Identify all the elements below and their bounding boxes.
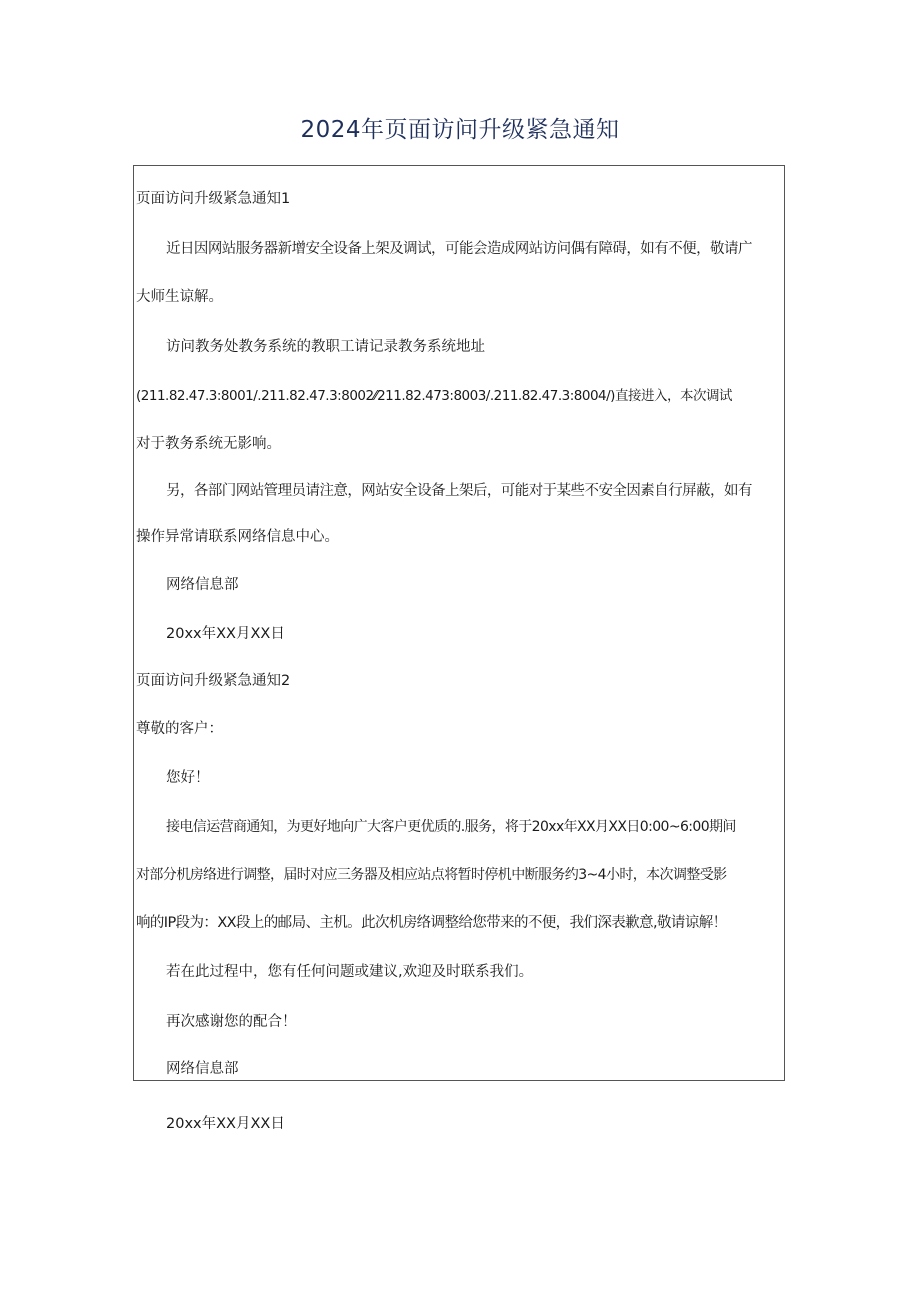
section-heading-2: 页面访问升级紧急通知2 [136, 673, 291, 689]
paragraph-line: 操作异常请联系网络信息中心。 [136, 529, 339, 545]
paragraph-line: 再次感谢您的配合！ [166, 1014, 297, 1030]
paragraph-line: 近日因网站服务器新增安全设备上架及调试，可能会造成网站访问偶有障碍，如有不便，敬请广 [166, 241, 752, 257]
signature-date: 20xx年XX月XX日 [166, 1116, 285, 1132]
paragraph-line: 接电信运营商通知，为更好地向广大客户更优质的.服务，将于20xx年XX月XX日0:00~6:00期间 [166, 819, 736, 835]
document-title: 2024年页面访问升级紧急通知 [300, 117, 620, 143]
section-heading-1: 页面访问升级紧急通知1 [136, 191, 291, 207]
paragraph-line: 访问教务处教务系统的教职工请记录教务系统地址 [166, 339, 485, 355]
paragraph-line: 大师生谅解。 [136, 289, 223, 305]
signature-department: 网络信息部 [166, 1061, 239, 1077]
greeting: 您好！ [166, 770, 210, 786]
paragraph-line: (211.82.47.3:8001/.211.82.47.3:8002⁄⁄211.82.473:8003/.211.82.47.3:8004/)直接进入，本次调试 [136, 388, 732, 404]
paragraph-line: 对部分机房络进行调整，届时对应三务器及相应站点将暂时停机中断服务约3~4小时，本次调整受影 [136, 867, 727, 883]
paragraph-line: 另，各部门网站管理员请注意，网站安全设备上架后，可能对于某些不安全因素自行屏蔽，如有 [166, 483, 752, 499]
signature-date: 20xx年XX月XX日 [166, 626, 285, 642]
signature-department: 网络信息部 [166, 577, 239, 593]
salutation: 尊敬的客户： [136, 721, 223, 737]
paragraph-line: 对于教务系统无影响。 [136, 436, 281, 452]
paragraph-line: 响的IP段为：XX段上的邮局、主机。此次机房络调整给您带来的不便，我们深表歉意,敬请谅解！ [136, 915, 727, 931]
paragraph-line: 若在此过程中，您有任何问题或建议,欢迎及时联系我们。 [166, 964, 534, 980]
